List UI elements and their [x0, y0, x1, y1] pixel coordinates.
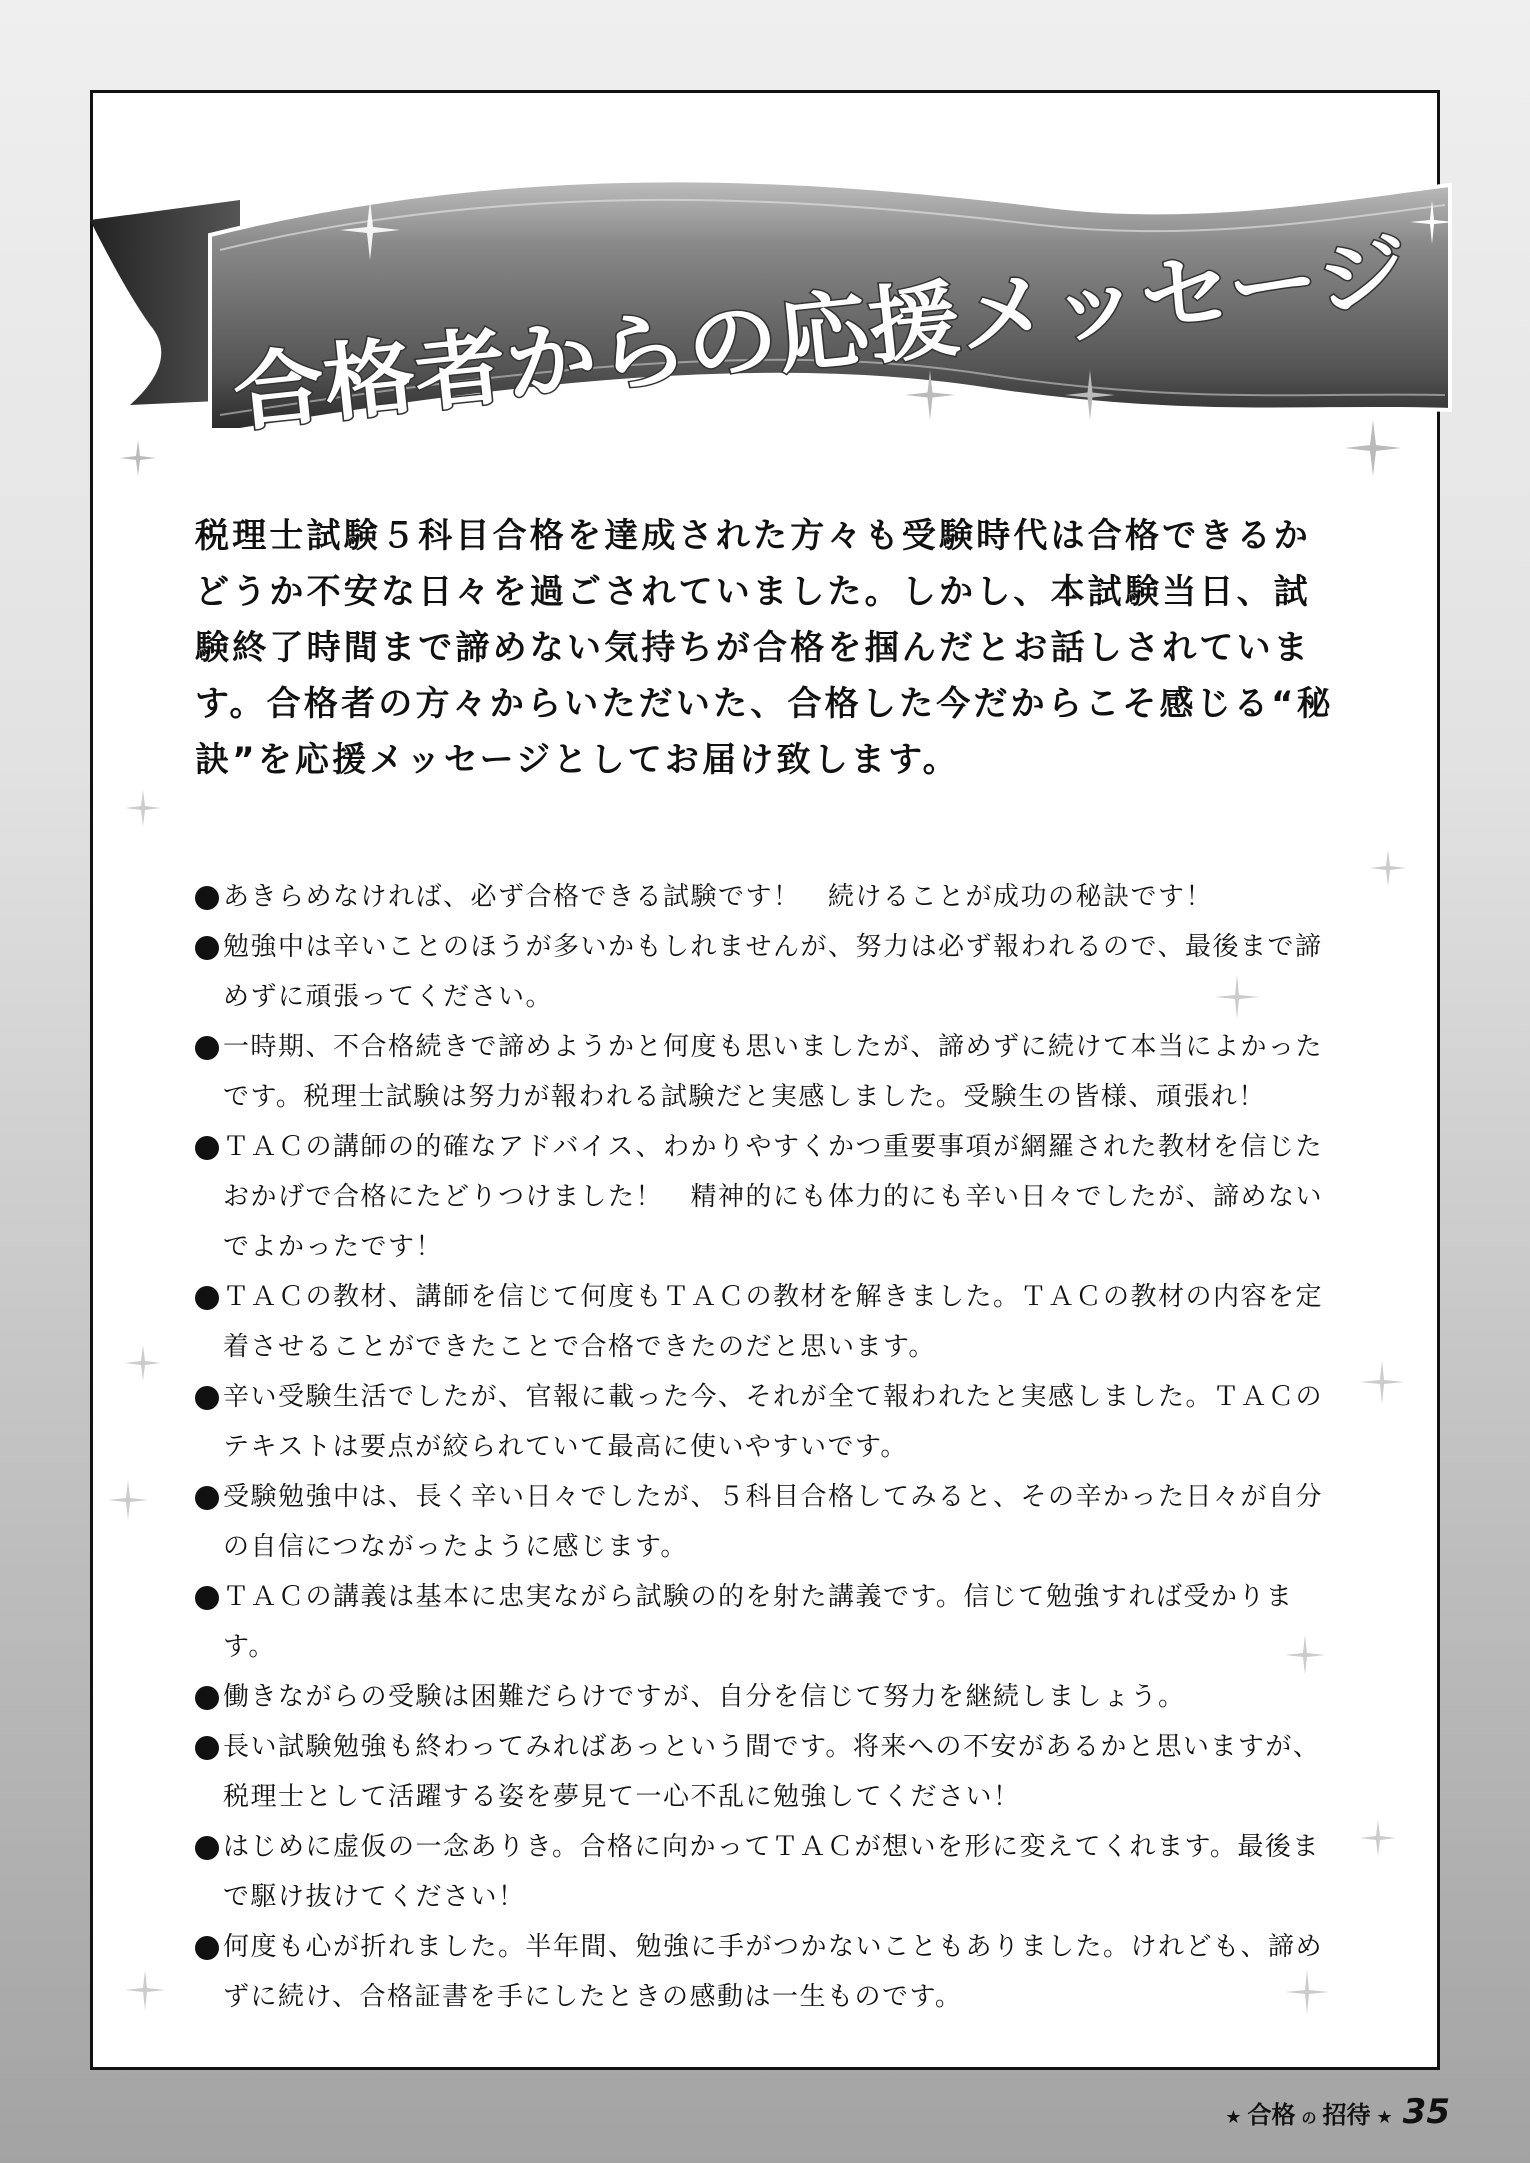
star-icon: ★ [1225, 2107, 1242, 2128]
sparkle-icon [1360, 1820, 1396, 1856]
sparkle-icon [108, 1480, 148, 1520]
banner-title: 合格者からの応援メッセージ [228, 232, 1320, 444]
message-item [195, 872, 1345, 922]
bullet-icon [195, 886, 219, 910]
star-icon: ★ [1376, 2107, 1393, 2128]
message-item [195, 1272, 1345, 1372]
message-text: ＴＡＣの講師の的確なアドバイス、わかりやすくかつ重要事項が網羅された教材を信じたおかげで合格にたどりつけました！ 精神的にも体力的にも辛い日々でしたが、諦めないでよかったです！ [223, 1132, 1324, 1262]
message-text: あきらめなければ、必ず合格できる試験です！ 続けることが成功の秘訣です！ [223, 882, 1214, 912]
message-text: ＴＡＣの講義は基本に忠実ながら試験の的を射た講義です。信じて勉強すれば受かります。 [223, 1582, 1294, 1662]
bullet-icon [195, 1586, 219, 1610]
sparkle-icon [125, 790, 161, 826]
sparkle-icon [125, 1345, 161, 1381]
sparkle-icon [905, 370, 955, 420]
sparkle-icon [1285, 1970, 1329, 2014]
message-text: はじめに虚仮の一念ありき。合格に向かってＴＡＣが想いを形に変えてくれます。最後まで駆け抜けてください！ [223, 1832, 1320, 1912]
message-item [195, 1122, 1345, 1272]
sparkle-icon [340, 200, 400, 260]
message-text: 働きながらの受験は困難だらけですが、自分を信じて努力を継続しましょう。 [223, 1682, 1186, 1712]
sparkle-icon [1410, 200, 1454, 244]
message-item [195, 922, 1345, 1022]
message-text: 受験勉強中は、長く辛い日々でしたが、５科目合格してみると、その辛かった日々が自分の自信につながったように感じます。 [223, 1482, 1324, 1562]
bullet-icon [195, 1036, 219, 1060]
message-text: ＴＡＣの教材、講師を信じて何度もＴＡＣの教材を解きました。ＴＡＣの教材の内容を定着させることができたことで合格できたのだと思います。 [223, 1282, 1324, 1362]
message-item [195, 1722, 1345, 1822]
message-text: 勉強中は辛いことのほうが多いかもしれませんが、努力は必ず報われるので、最後まで諦めずに頑張ってください。 [223, 932, 1323, 1012]
message-item [195, 1572, 1345, 1672]
message-item [195, 1672, 1345, 1722]
sparkle-icon [120, 440, 156, 476]
sparkle-icon [125, 1970, 165, 2010]
bullet-icon [195, 1486, 219, 1510]
bullet-icon [195, 1936, 219, 1960]
message-item [195, 1372, 1345, 1472]
sparkle-icon [1345, 420, 1401, 476]
title-banner [90, 180, 1470, 480]
message-item [195, 1022, 1345, 1122]
message-item [195, 1472, 1345, 1572]
footer-label-2: 招待 [1322, 2101, 1371, 2129]
message-list [195, 872, 1345, 2022]
page-footer [1225, 2092, 1450, 2132]
bullet-icon [195, 1136, 219, 1160]
page-number: 35 [1402, 2092, 1450, 2132]
intro-text: 税理士試験５科目合格を達成された方々も受験時代は合格できるかどうか不安な日々を過ごされていました。しかし、本試験当日、試験終了時間まで諦めない気持ちが合格を掴んだとお話しされています。合格者の方々からいただいた、合格した今だからこそ感じる“秘訣”を応援メッセージとしてお届け致します。 [195, 516, 1334, 780]
bullet-icon [195, 1286, 219, 1310]
message-item [195, 1822, 1345, 1922]
message-item [195, 1922, 1345, 2022]
message-text: 何度も心が折れました。半年間、勉強に手がつかないこともありました。けれども、諦めずに続け、合格証書を手にしたときの感動は一生ものです。 [223, 1932, 1324, 2012]
sparkle-icon [1360, 1360, 1404, 1404]
sparkle-icon [1285, 1635, 1325, 1675]
message-text: 長い試験勉強も終わってみればあっという間です。将来への不安があるかと思いますが、税理士として活躍する姿を夢見て一心不乱に勉強してください！ [223, 1732, 1321, 1812]
bullet-icon [195, 1386, 219, 1410]
message-text: 一時期、不合格続きで諦めようかと何度も思いましたが、諦めずに続けて本当によかったです。税理士試験は努力が報われる試験だと実感しました。受験生の皆様、頑張れ！ [223, 1032, 1324, 1112]
sparkle-icon [1065, 370, 1115, 420]
sparkle-icon [1215, 975, 1259, 1019]
bullet-icon [195, 1736, 219, 1760]
bullet-icon [195, 1836, 219, 1860]
footer-label: 合格 [1247, 2101, 1296, 2129]
message-text: 辛い受験生活でしたが、官報に載った今、それが全て報われたと実感しました。ＴＡＣのテキストは要点が絞られていて最高に使いやすいです。 [223, 1382, 1324, 1462]
sparkle-icon [1370, 850, 1406, 886]
bullet-icon [195, 1686, 219, 1710]
bullet-icon [195, 936, 219, 960]
footer-connector: の [1301, 2109, 1317, 2127]
